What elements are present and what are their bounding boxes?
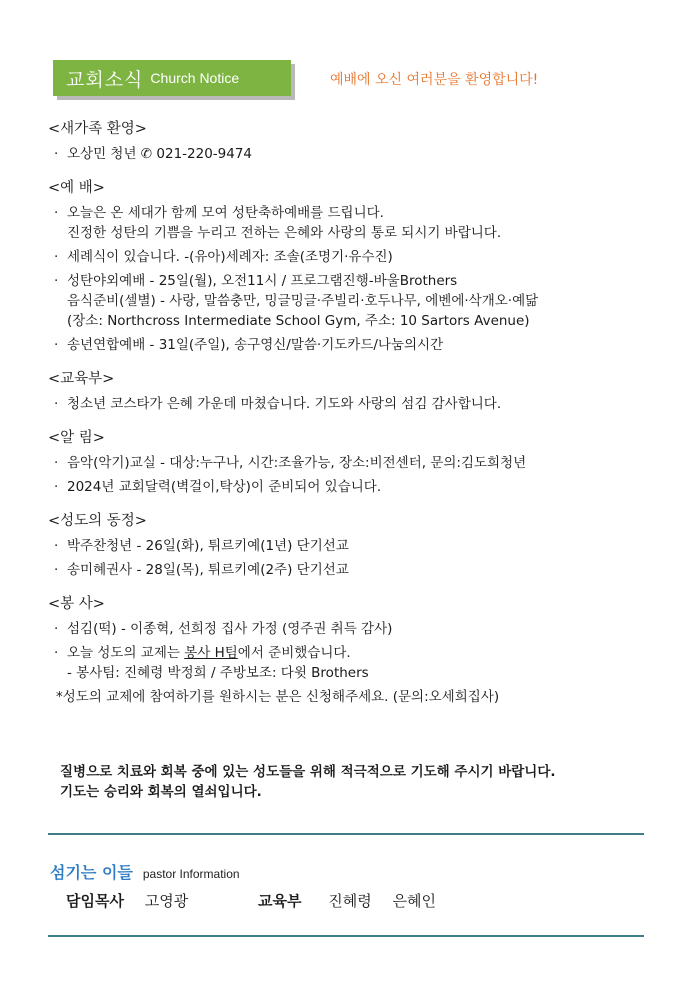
item-text: 2024년 교회달력(벽걸이,탁상)이 준비되어 있습니다. bbox=[67, 479, 382, 495]
staff-senior-pastor bbox=[66, 890, 188, 911]
list-item bbox=[48, 247, 668, 267]
welcome-message: 예배에 오신 여러분을 환영합니다! bbox=[330, 72, 539, 88]
item-text: 박주찬청년 - 26일(화), 튀르키예(1년) 단기선교 bbox=[67, 538, 349, 554]
list-item bbox=[48, 560, 668, 580]
section-service bbox=[48, 592, 668, 707]
bullet: · bbox=[54, 249, 59, 265]
role-label: 담임목사 bbox=[66, 892, 124, 910]
section-title: <성도의 동정> bbox=[48, 513, 147, 529]
item-text: 청소년 코스타가 은혜 가운데 마쳤습니다. 기도와 사랑의 섬김 감사합니다. bbox=[67, 396, 502, 412]
section-title: <예 배> bbox=[48, 180, 105, 196]
bullet: · bbox=[54, 146, 59, 162]
staff-name: 은혜인 bbox=[392, 892, 437, 910]
bullet: · bbox=[54, 538, 59, 554]
item-text: 섬김(떡) - 이종혁, 선희정 집사 가정 (영주권 취득 감사) bbox=[67, 621, 393, 637]
notice-content bbox=[48, 117, 668, 719]
pastor-title-en: pastor Information bbox=[142, 867, 240, 881]
divider-bottom bbox=[48, 935, 644, 937]
section-notices bbox=[48, 426, 668, 497]
prayer-line: 질병으로 치료와 회복 중에 있는 성도들을 위해 적극적으로 기도해 주시기 바랍니다. bbox=[60, 764, 556, 780]
item-text: 송미혜권사 - 28일(목), 튀르키예(2주) 단기선교 bbox=[67, 562, 349, 578]
list-item bbox=[48, 536, 668, 556]
list-item bbox=[48, 643, 668, 683]
service-note: *성도의 교제에 참여하기를 원하시는 분은 신청해주세요. (문의:오세희집사) bbox=[56, 689, 500, 705]
item-text: 송년연합예배 - 31일(주일), 송구영신/말씀·기도카드/나눔의시간 bbox=[67, 337, 444, 353]
bullet: · bbox=[54, 273, 59, 289]
list-item bbox=[48, 619, 668, 639]
section-title: <새가족 환영> bbox=[48, 121, 147, 137]
staff-name: 고영광 bbox=[144, 892, 189, 910]
section-title: <봉 사> bbox=[48, 596, 105, 612]
bullet: · bbox=[54, 479, 59, 495]
list-item bbox=[48, 453, 668, 473]
section-title: <알 림> bbox=[48, 430, 105, 446]
service-team-name: 봉사 H팀 bbox=[184, 645, 238, 661]
staff-name: 진혜령 bbox=[328, 892, 372, 910]
bullet: · bbox=[54, 621, 59, 637]
bullet: · bbox=[54, 455, 59, 471]
bullet: · bbox=[54, 562, 59, 578]
section-newcomers bbox=[48, 117, 668, 164]
banner-title-ko: 교회소식 bbox=[66, 68, 144, 91]
list-item bbox=[48, 271, 668, 331]
prayer-line: 기도는 승리와 회복의 열쇠입니다. bbox=[60, 784, 262, 800]
section-members bbox=[48, 509, 668, 580]
bullet: · bbox=[54, 645, 59, 661]
list-item bbox=[48, 335, 668, 355]
banner-title-en: Church Notice bbox=[150, 70, 240, 86]
item-text-cont: 음식준비(셀별) - 사랑, 말씀충만, 밍글밍글·주빌리·호두나무, 에벤에·삭개오·예닮 bbox=[67, 293, 539, 309]
item-text-post: 에서 준비했습니다. bbox=[237, 645, 351, 661]
divider-top bbox=[48, 833, 644, 835]
pastor-title-ko: 섬기는 이들 bbox=[50, 863, 133, 882]
bullet: · bbox=[54, 337, 59, 353]
staff-education bbox=[258, 890, 436, 911]
item-text: 오상민 청년 ✆ 021-220-9474 bbox=[67, 146, 253, 162]
prayer-request bbox=[60, 762, 556, 802]
item-text-pre: 오늘 성도의 교제는 bbox=[67, 645, 185, 661]
item-text: 오늘은 온 세대가 함께 모여 성탄축하예배를 드립니다. bbox=[67, 205, 384, 221]
list-item bbox=[48, 144, 668, 164]
role-label: 교육부 bbox=[258, 892, 302, 910]
church-notice-banner bbox=[53, 60, 291, 96]
item-text-cont: (장소: Northcross Intermediate School Gym, 주소: 10 Sartors Avenue) bbox=[67, 313, 530, 329]
section-title: <교육부> bbox=[48, 371, 115, 387]
item-text: 성탄야외예배 - 25일(월), 오전11시 / 프로그램진행-바울Brothers bbox=[67, 273, 458, 289]
item-text: 세례식이 있습니다. -(유아)세례자: 조솔(조명기·유수진) bbox=[67, 249, 393, 265]
list-item bbox=[48, 477, 668, 497]
list-item bbox=[48, 394, 668, 414]
section-education bbox=[48, 367, 668, 414]
section-worship bbox=[48, 176, 668, 355]
bullet: · bbox=[54, 396, 59, 412]
item-text-cont: - 봉사팀: 진혜령 박정희 / 주방보조: 다윗 Brothers bbox=[67, 665, 369, 681]
bullet: · bbox=[54, 205, 59, 221]
item-text: 음악(악기)교실 - 대상:누구나, 시간:조율가능, 장소:비전센터, 문의:김도희청년 bbox=[67, 455, 527, 471]
list-item bbox=[48, 203, 668, 243]
pastor-info-title bbox=[50, 860, 240, 883]
item-text-cont: 진정한 성탄의 기쁨을 누리고 전하는 은혜와 사랑의 통로 되시기 바랍니다. bbox=[67, 225, 502, 241]
